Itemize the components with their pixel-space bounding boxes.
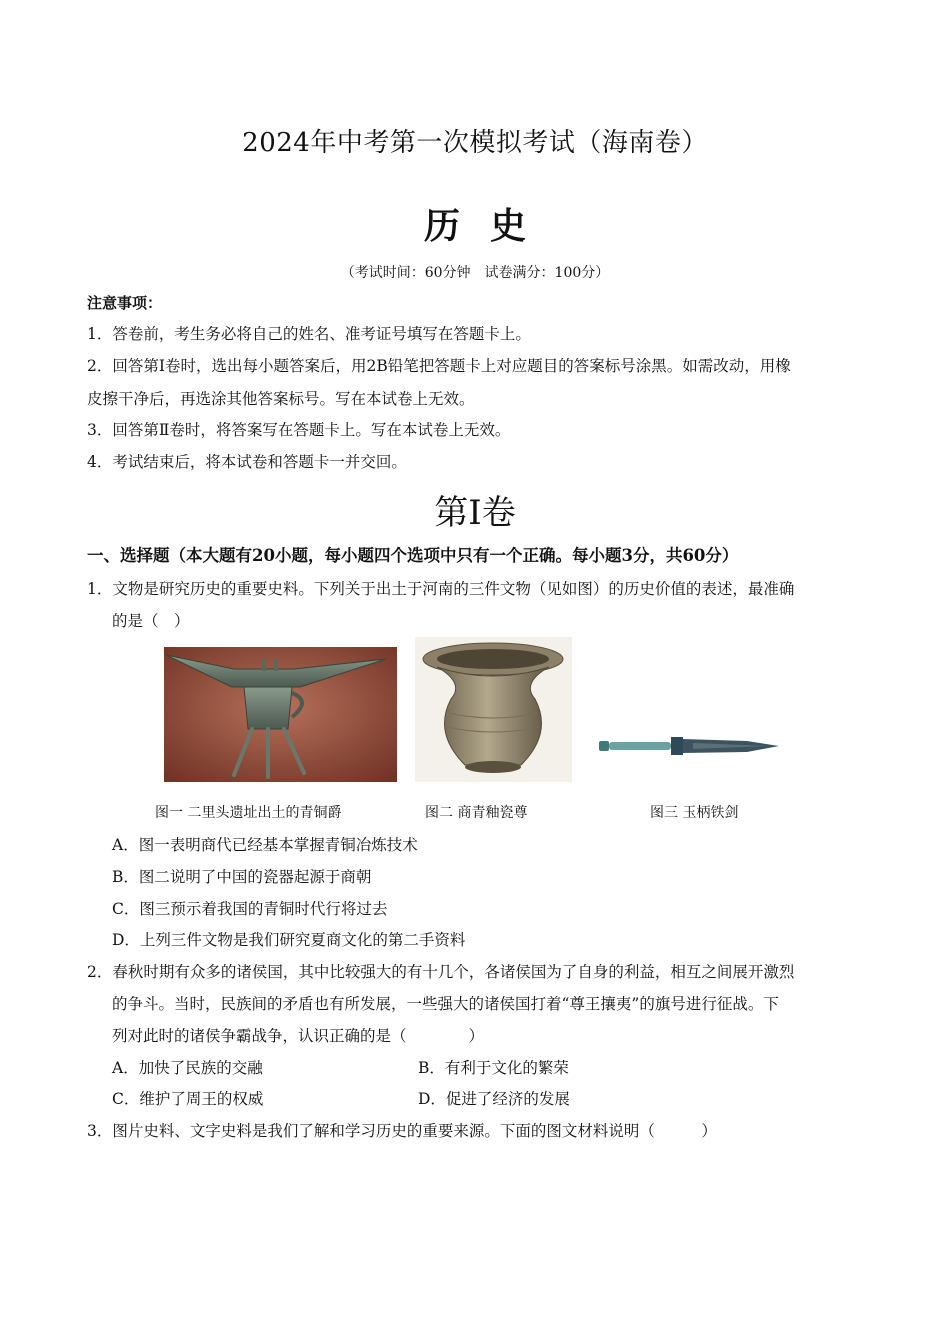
exam-info: （考试时间：60分钟 试卷满分：100分） [340,265,610,281]
question-1-stem: 1．文物是研究历史的重要史料。下列关于出土于河南的三件文物（见如图）的历史价值的表述，最准确 [87,580,795,598]
volume-title: 第Ⅰ卷 [434,493,516,533]
question-2-option-d: D．促进了经济的发展 [418,1090,570,1108]
question-2-option-a: A．加快了民族的交融 [112,1059,263,1077]
question-2-stem-continued: 的争斗。当时，民族间的矛盾也有所发展，一些强大的诸侯国打着“尊王攘夷”的旗号进行征战。下 [112,995,779,1013]
notes-heading: 注意事项： [87,294,163,312]
figure-2-caption: 图二 商青釉瓷尊 [425,805,528,821]
question-1-option-b: B．图二说明了中国的瓷器起源于商朝 [112,868,372,886]
figure-1-caption: 图一 二里头遗址出土的青铜爵 [155,805,342,821]
note-item: 1．答卷前，考生务必将自己的姓名、准考证号填写在答题卡上。 [87,325,531,343]
question-1-stem-continued: 的是（ ） [112,612,190,630]
question-1-option-c: C．图三预示着我国的青铜时代行将过去 [112,900,388,918]
question-2-option-c: C．维护了周王的权威 [112,1090,264,1108]
figure-bronze-jue-image [164,647,397,782]
figure-iron-sword-image [597,725,781,765]
note-item: 3．回答第Ⅱ卷时，将答案写在答题卡上。写在本试卷上无效。 [87,421,511,439]
question-2-stem: 2．春秋时期有众多的诸侯国，其中比较强大的有十几个，各诸侯国为了自身的利益，相互之间展开激烈 [87,963,795,981]
section-title: 一、选择题（本大题有20小题，每小题四个选项中只有一个正确。每小题3分，共60分） [87,546,739,565]
question-3-stem: 3．图片史料、文字史料是我们了解和学习历史的重要来源。下面的图文材料说明（ ） [87,1122,717,1140]
figure-celadon-zun-image [415,637,572,782]
note-item: 2．回答第Ⅰ卷时，选出每小题答案后，用2B铅笔把答题卡上对应题目的答案标号涂黑。如需改动，用橡 [87,357,791,375]
question-2-option-b: B．有利于文化的繁荣 [418,1059,569,1077]
question-1-option-d: D．上列三件文物是我们研究夏商文化的第二手资料 [112,931,466,949]
exam-title: 2024年中考第一次模拟考试（海南卷） [242,128,708,158]
question-1-option-a: A．图一表明商代已经基本掌握青铜冶炼技术 [112,836,418,854]
question-2-stem-continued: 列对此时的诸侯争霸战争，认识正确的是（ ） [112,1027,485,1045]
subject-title: 历史 [423,205,556,247]
note-item: 4．考试结束后，将本试卷和答题卡一并交回。 [87,453,407,471]
note-item-continued: 皮擦干净后，再选涂其他答案标号。写在本试卷上无效。 [87,390,475,408]
figure-3-caption: 图三 玉柄铁剑 [650,805,739,821]
